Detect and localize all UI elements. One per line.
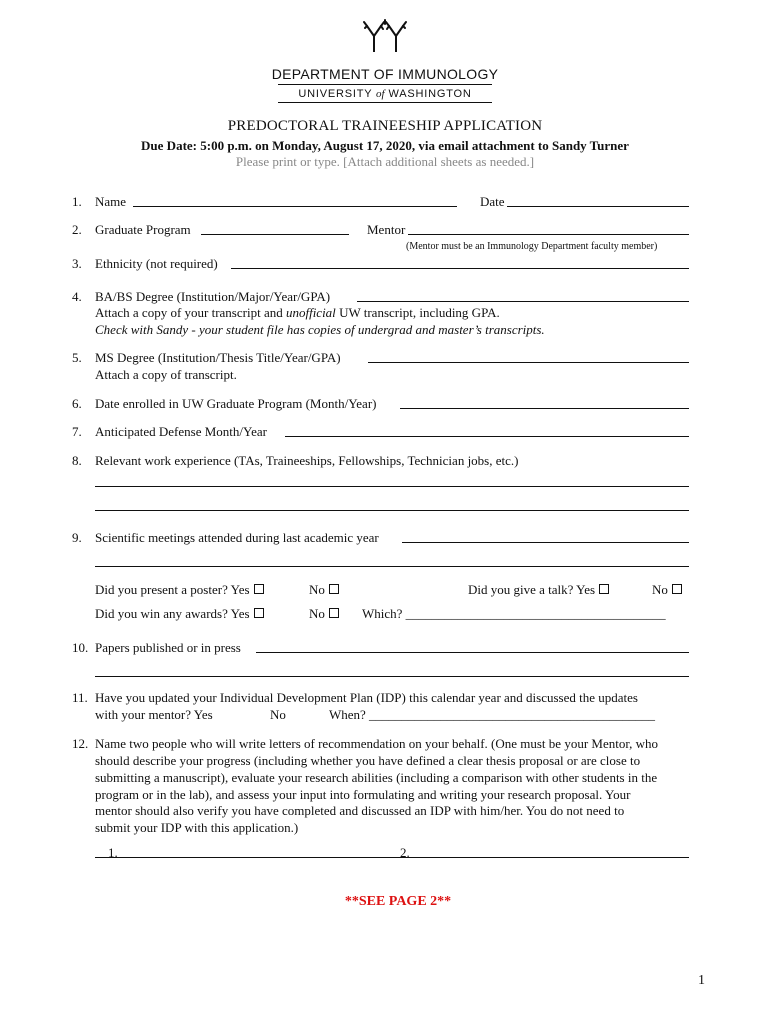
item-number: 12. — [72, 736, 89, 751]
idp-yes — [95, 707, 213, 723]
mentor-note: (Mentor must be an Immunology Department faculty member) — [406, 241, 658, 252]
talk-no-checkbox[interactable] — [672, 584, 682, 594]
work-experience-label: Relevant work experience (TAs, Traineeships, Fellowships, Technician jobs, etc.) — [95, 453, 519, 468]
meetings-field-2[interactable] — [95, 566, 689, 567]
defense-date-label: Anticipated Defense Month/Year — [95, 424, 267, 439]
uw-logo — [0, 18, 770, 57]
see-page-2: **SEE PAGE 2** — [344, 894, 452, 909]
defense-date-field[interactable] — [285, 436, 689, 437]
recommendation-text-line-4: program or in the lab), and assess your input into formulating and writing your research proposal. Your — [95, 787, 631, 802]
recommendation-text-line-5: mentor should also verify you have completed and discussed an IDP with him/her. You do not need to — [95, 803, 625, 818]
item-number: 5. — [72, 350, 82, 365]
awards-question — [95, 606, 264, 622]
university-name — [0, 88, 770, 100]
talk-yes-checkbox[interactable] — [599, 584, 609, 594]
poster-yes-checkbox[interactable] — [254, 584, 264, 594]
meetings-field-1[interactable] — [402, 542, 689, 543]
ba-note-em: unofficial — [285, 305, 336, 320]
idp-no[interactable]: No — [270, 707, 286, 722]
references-field[interactable] — [95, 857, 689, 858]
form-title: PREDOCTORAL TRAINEESHIP APPLICATION — [227, 118, 543, 134]
item-number: 1. — [72, 194, 82, 209]
ba-degree-field[interactable] — [357, 301, 689, 302]
item-number: 8. — [72, 453, 82, 468]
university-pre: UNIVERSITY — [298, 88, 373, 100]
idp-question: Have you updated your Individual Development Plan (IDP) this calendar year and discussed the updates — [95, 690, 638, 705]
page-number: 1 — [698, 973, 705, 988]
ethnicity-field[interactable] — [231, 268, 689, 269]
ms-degree-field[interactable] — [368, 362, 689, 363]
sandy-note: Check with Sandy - your student file has copies of undergrad and master’s transcripts. — [95, 322, 545, 337]
work-experience-field-2[interactable] — [95, 510, 689, 511]
talk-question-label: Did you give a talk? Yes — [468, 582, 596, 597]
ba-note-pre: Attach a copy of your transcript and — [95, 305, 286, 320]
item-number: 3. — [72, 256, 82, 271]
awards-no-checkbox[interactable] — [329, 608, 339, 618]
ba-transcript-note — [95, 305, 500, 321]
ethnicity-label: Ethnicity (not required) — [95, 256, 218, 271]
work-experience-field-1[interactable] — [95, 486, 689, 487]
poster-no — [309, 582, 339, 598]
awards-no-label: No — [309, 606, 325, 621]
header-divider-bottom — [278, 102, 492, 103]
name-field[interactable] — [133, 206, 457, 207]
talk-no — [652, 582, 682, 598]
poster-question — [95, 582, 264, 598]
item-number: 4. — [72, 289, 82, 304]
header-divider — [278, 84, 492, 85]
papers-field-1[interactable] — [256, 652, 689, 653]
item-number: 6. — [72, 396, 82, 411]
idp-yes-label: with your mentor? Yes — [95, 707, 213, 722]
reference-2-label: 2. — [400, 845, 410, 860]
date-enrolled-field[interactable] — [400, 408, 689, 409]
idp-when[interactable]: When? ____________________________________________ — [329, 707, 656, 722]
item-number: 11. — [72, 690, 88, 705]
recommendation-text-line-2: should describe your progress (including whether you have defined a clear thesis proposal or are close to — [95, 753, 641, 768]
date-enrolled-label: Date enrolled in UW Graduate Program (Month/Year) — [95, 396, 377, 411]
poster-question-label: Did you present a poster? Yes — [95, 582, 250, 597]
mentor-label: Mentor — [367, 222, 406, 237]
mentor-field[interactable] — [408, 234, 689, 235]
graduate-program-field[interactable] — [201, 234, 349, 235]
awards-yes-checkbox[interactable] — [254, 608, 264, 618]
graduate-program-label: Graduate Program — [95, 222, 191, 237]
item-number: 2. — [72, 222, 82, 237]
recommendation-text-line-6: submit your IDP with this application.) — [95, 820, 299, 835]
item-number: 9. — [72, 530, 82, 545]
awards-no — [309, 606, 339, 622]
name-label: Name — [95, 194, 127, 209]
item-number: 7. — [72, 424, 82, 439]
recommendation-text-line-3: submitting a manuscript), evaluate your research abilities (including a comparison with other students in the — [95, 770, 658, 785]
due-date: Due Date: 5:00 p.m. on Monday, August 17, 2020, via email attachment to Sandy Turner — [141, 138, 629, 153]
poster-no-label: No — [309, 582, 325, 597]
department-name: DEPARTMENT OF IMMUNOLOGY — [271, 66, 499, 82]
immunology-logo-icon — [363, 18, 407, 52]
date-field[interactable] — [507, 206, 689, 207]
university-post: WASHINGTON — [388, 88, 472, 100]
talk-no-label: No — [652, 582, 668, 597]
papers-field-2[interactable] — [95, 676, 689, 677]
ms-transcript-note: Attach a copy of transcript. — [95, 367, 237, 382]
papers-label: Papers published or in press — [95, 640, 241, 655]
date-label: Date — [480, 194, 505, 209]
reference-1-label: 1. — [108, 845, 118, 860]
talk-question — [468, 582, 609, 598]
poster-no-checkbox[interactable] — [329, 584, 339, 594]
recommendation-text-line-1: Name two people who will write letters of recommendation on your behalf. (One must be your Mentor, who — [95, 736, 659, 751]
ms-degree-label: MS Degree (Institution/Thesis Title/Year/GPA) — [95, 350, 341, 365]
ba-degree-label: BA/BS Degree (Institution/Major/Year/GPA) — [95, 289, 331, 304]
ba-note-post: UW transcript, including GPA. — [335, 305, 500, 320]
item-number: 10. — [72, 640, 89, 655]
university-of: of — [376, 88, 385, 100]
print-note: Please print or type. [Attach additional sheets as needed.] — [235, 154, 535, 169]
meetings-label: Scientific meetings attended during last academic year — [95, 530, 379, 545]
awards-question-label: Did you win any awards? Yes — [95, 606, 250, 621]
awards-which[interactable]: Which? ________________________________________ — [362, 606, 666, 621]
